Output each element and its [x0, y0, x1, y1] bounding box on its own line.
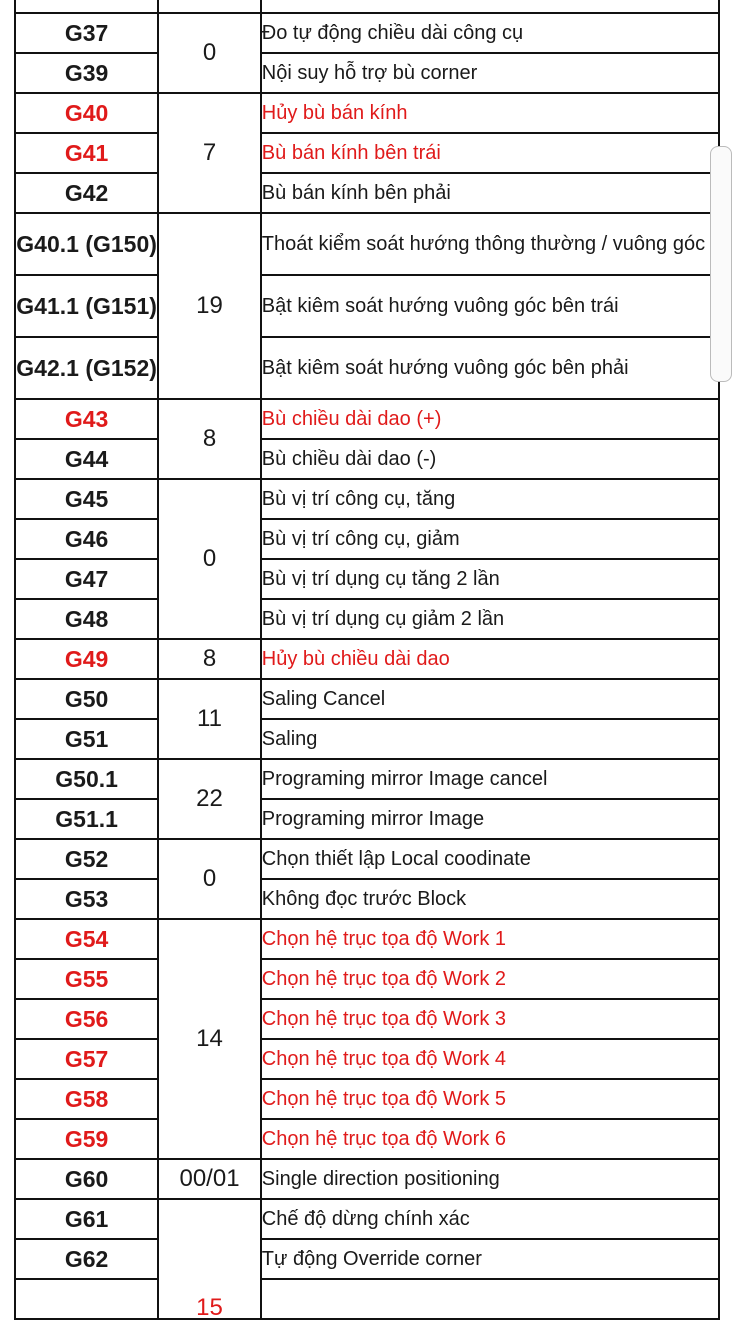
group-cell: 8 [158, 639, 261, 679]
description-cell: Saling [261, 719, 719, 759]
table-row [15, 839, 719, 879]
gcode-cell: G47 [15, 559, 158, 599]
description-cell: Thoát kiểm soát hướng thông thường / vuông góc [261, 213, 719, 275]
description-cell: Bật kiêm soát hướng vuông góc bên trái [261, 275, 719, 337]
gcode-cell: G41.1 (G151) [15, 275, 158, 337]
table-row [15, 133, 719, 173]
description-cell: Chọn thiết lập Local coodinate [261, 839, 719, 879]
group-cell: 7 [158, 93, 261, 213]
table-row [15, 959, 719, 999]
table-row [15, 1279, 719, 1319]
table-row [15, 799, 719, 839]
gcode-cell: G62 [15, 1239, 158, 1279]
table-row [15, 479, 719, 519]
description-cell: Chọn hệ trục tọa độ Work 3 [261, 999, 719, 1039]
table-row [15, 13, 719, 53]
gcode-cell: G59 [15, 1119, 158, 1159]
group-cell: 22 [158, 759, 261, 839]
description-cell: Chọn hệ trục tọa độ Work 1 [261, 919, 719, 959]
description-cell: Bù chiều dài dao (-) [261, 439, 719, 479]
table-row [15, 1079, 719, 1119]
gcode-cell: G58 [15, 1079, 158, 1119]
gcode-cell: G52 [15, 839, 158, 879]
description-cell: Bù vị trí công cụ, tăng [261, 479, 719, 519]
group-cell: 14 [158, 919, 261, 1159]
table-row [15, 1039, 719, 1079]
gcode-cell: G49 [15, 639, 158, 679]
table-row [15, 599, 719, 639]
gcode-cell: G43 [15, 399, 158, 439]
gcode-cell [15, 1279, 158, 1319]
group-cell: 15 [158, 1199, 261, 1319]
description-cell: Không đọc trước Block [261, 879, 719, 919]
table-row [15, 919, 719, 959]
table-row [15, 213, 719, 275]
description-cell: Hủy bù bán kính [261, 93, 719, 133]
description-cell: Programing mirror Image cancel [261, 759, 719, 799]
gcode-cell: G48 [15, 599, 158, 639]
table-row [15, 399, 719, 439]
gcode-cell: G51.1 [15, 799, 158, 839]
table-row [15, 879, 719, 919]
table-row [15, 719, 719, 759]
description-cell: Đo tự động chiều dài công cụ [261, 13, 719, 53]
scroll-handle[interactable] [710, 146, 732, 382]
table-row [15, 93, 719, 133]
description-cell: Single direction positioning [261, 1159, 719, 1199]
description-cell: Bù vị trí công cụ, giảm [261, 519, 719, 559]
gcode-cell: G42.1 (G152) [15, 337, 158, 399]
description-cell: Chế độ dừng chính xác [261, 1199, 719, 1239]
group-cell: 0 [158, 839, 261, 919]
gcode-cell: G39 [15, 53, 158, 93]
description-cell: Chọn hệ trục tọa độ Work 6 [261, 1119, 719, 1159]
gcode-cell: G41 [15, 133, 158, 173]
description-cell: Chọn hệ trục tọa độ Work 5 [261, 1079, 719, 1119]
gcode-cell: G46 [15, 519, 158, 559]
description-cell: Bật kiêm soát hướng vuông góc bên phải [261, 337, 719, 399]
table-row [15, 1159, 719, 1199]
description-cell [261, 0, 719, 13]
table-row [15, 759, 719, 799]
gcode-cell [15, 0, 158, 13]
description-cell [261, 1279, 719, 1319]
gcode-cell: G56 [15, 999, 158, 1039]
group-cell: 11 [158, 679, 261, 759]
table-row [15, 53, 719, 93]
description-cell: Bù vị trí dụng cụ giảm 2 lần [261, 599, 719, 639]
table-row [15, 519, 719, 559]
description-cell: Bù vị trí dụng cụ tăng 2 lần [261, 559, 719, 599]
description-cell: Chọn hệ trục tọa độ Work 2 [261, 959, 719, 999]
table-row [15, 337, 719, 399]
description-cell: Bù bán kính bên trái [261, 133, 719, 173]
group-cell: 0 [158, 13, 261, 93]
description-cell: Programing mirror Image [261, 799, 719, 839]
table-row [15, 639, 719, 679]
gcode-cell: G51 [15, 719, 158, 759]
description-cell: Tự động Override corner [261, 1239, 719, 1279]
gcode-cell: G50.1 [15, 759, 158, 799]
gcode-table [14, 0, 720, 1320]
table-row [15, 173, 719, 213]
gcode-cell: G37 [15, 13, 158, 53]
gcode-cell: G57 [15, 1039, 158, 1079]
description-cell: Nội suy hỗ trợ bù corner [261, 53, 719, 93]
group-cell: 19 [158, 213, 261, 399]
table-row [15, 679, 719, 719]
gcode-cell: G50 [15, 679, 158, 719]
table-row [15, 275, 719, 337]
table-row [15, 1119, 719, 1159]
gcode-cell: G60 [15, 1159, 158, 1199]
group-cell: 8 [158, 399, 261, 479]
table-row [15, 999, 719, 1039]
table-row [15, 1239, 719, 1279]
table-row [15, 0, 719, 13]
description-cell: Bù chiều dài dao (+) [261, 399, 719, 439]
group-cell: 00/01 [158, 1159, 261, 1199]
table-row [15, 439, 719, 479]
gcode-cell: G54 [15, 919, 158, 959]
gcode-cell: G61 [15, 1199, 158, 1239]
description-cell: Bù bán kính bên phải [261, 173, 719, 213]
description-cell: Hủy bù chiều dài dao [261, 639, 719, 679]
gcode-cell: G55 [15, 959, 158, 999]
description-cell: Chọn hệ trục tọa độ Work 4 [261, 1039, 719, 1079]
gcode-cell: G53 [15, 879, 158, 919]
gcode-cell: G44 [15, 439, 158, 479]
description-cell: Saling Cancel [261, 679, 719, 719]
table-row [15, 1199, 719, 1239]
table-row [15, 559, 719, 599]
group-cell [158, 0, 261, 13]
gcode-cell: G40.1 (G150) [15, 213, 158, 275]
group-cell: 0 [158, 479, 261, 639]
gcode-cell: G40 [15, 93, 158, 133]
gcode-cell: G45 [15, 479, 158, 519]
gcode-cell: G42 [15, 173, 158, 213]
